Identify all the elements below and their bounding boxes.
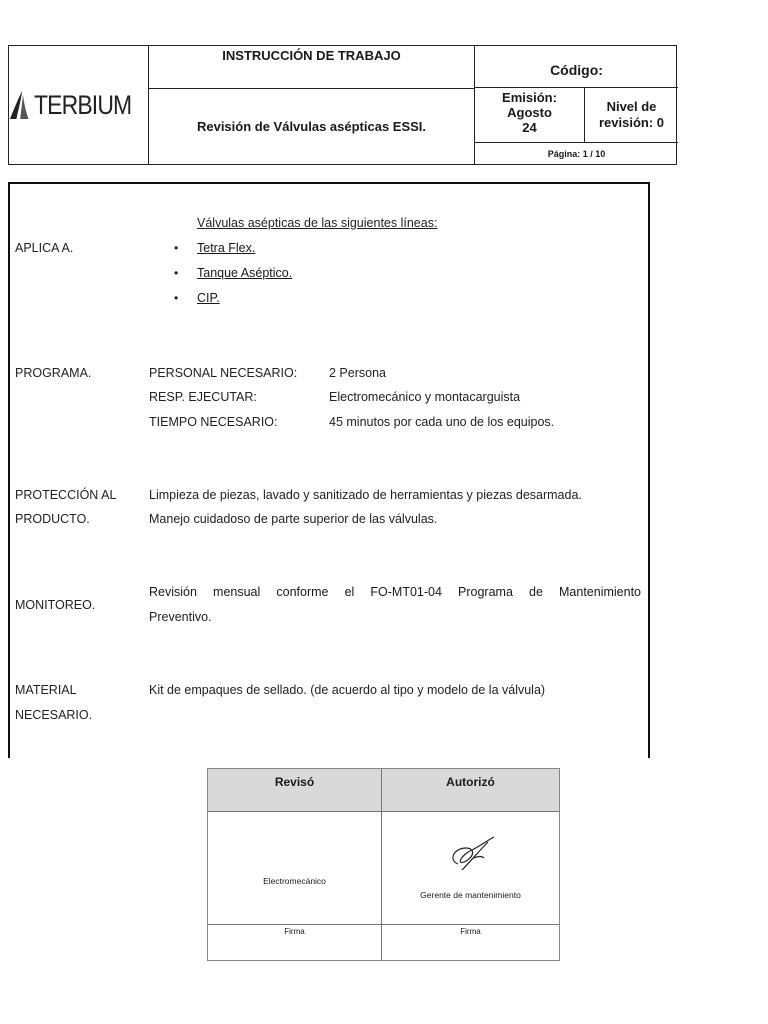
logo-text: TERBIUM <box>33 89 131 120</box>
programa-value-2: Electromecánico y montacarguista <box>329 390 521 404</box>
proteccion-label-1: PROTECCIÓN AL <box>15 488 117 502</box>
nivel-value: revisión: 0 <box>598 115 665 130</box>
programa-value-3: 45 minutos por cada uno de los equipos. <box>329 415 555 429</box>
doc-type-title: INSTRUCCIÓN DE TRABAJO <box>149 46 475 88</box>
signature-table <box>207 768 560 961</box>
bullet-icon: • <box>174 266 179 280</box>
nivel-label: Nivel de <box>606 99 657 114</box>
autorizo-body <box>382 812 559 925</box>
material-text: Kit de empaques de sellado. (de acuerdo al tipo y modelo de la válvula) <box>149 683 546 697</box>
firma-label-2: Firma <box>460 927 481 936</box>
reviso-header: Revisó <box>208 769 382 812</box>
autorizo-role: Gerente de mantenimiento <box>420 890 521 900</box>
doc-subject: Revisión de Válvulas asépticas ESSI. <box>149 88 475 164</box>
nivel-cell <box>585 88 678 143</box>
material-label-1: MATERIAL <box>15 683 77 697</box>
aplica-item-1: Tetra Flex. <box>197 241 256 255</box>
bullet-icon: • <box>174 291 179 305</box>
emision-cell <box>475 88 585 143</box>
logo <box>9 46 149 164</box>
material-label-2: NECESARIO. <box>15 708 93 722</box>
aplica-item-3: CIP. <box>197 291 220 305</box>
emision-label: Emisión: <box>502 90 557 105</box>
aplica-intro: Válvulas asépticas de las siguientes líneas: <box>197 216 438 230</box>
bullet-icon: • <box>174 241 179 255</box>
emision-day: 24 <box>522 120 537 135</box>
aplica-item-2: Tanque Aséptico. <box>197 266 293 280</box>
monitoreo-label: MONITOREO. <box>15 598 96 612</box>
firma-label-1: Firma <box>208 925 382 960</box>
page-number: Página: 1 / 10 <box>547 148 606 159</box>
programa-value-1: 2 Persona <box>329 366 386 380</box>
codigo-label: Código: <box>475 46 678 88</box>
emision-month: Agosto <box>507 105 552 120</box>
reviso-role: Electromecánico <box>263 876 326 886</box>
monitoreo-line-2: Preventivo. <box>149 610 212 624</box>
document-header <box>8 45 677 165</box>
monitoreo-line-1: Revisión mensual conforme el FO-MT01-04 Programa de Mantenimiento <box>149 585 641 599</box>
aplica-label: APLICA A. <box>15 241 74 255</box>
reviso-body <box>208 812 382 925</box>
handwritten-signature-icon <box>444 834 498 874</box>
terbium-logo-icon <box>9 88 30 122</box>
programa-label: PROGRAMA. <box>15 366 92 380</box>
autorizo-header: Autorizó <box>382 769 559 812</box>
programa-key-3: TIEMPO NECESARIO: <box>149 415 278 429</box>
proteccion-line-2: Manejo cuidadoso de parte superior de las válvulas. <box>149 512 438 526</box>
programa-key-1: PERSONAL NECESARIO: <box>149 366 298 380</box>
programa-key-2: RESP. EJECUTAR: <box>149 390 257 404</box>
proteccion-label-2: PRODUCTO. <box>15 512 90 526</box>
proteccion-line-1: Limpieza de piezas, lavado y sanitizado de herramientas y piezas desarmada. <box>149 488 582 502</box>
content-frame <box>8 182 650 758</box>
